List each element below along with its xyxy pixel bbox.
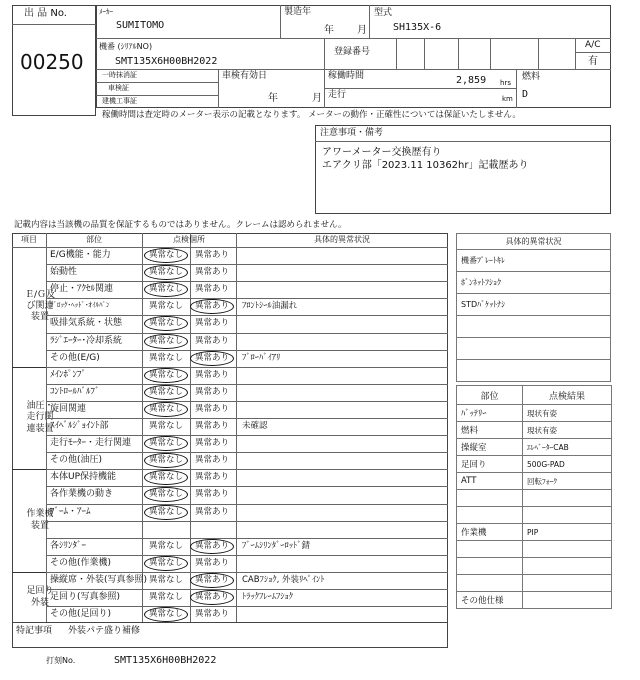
- results-part: 足回り: [457, 456, 523, 473]
- status-ng: 異常あり: [195, 318, 230, 329]
- results-part: [457, 507, 523, 524]
- status-ng: 異常あり: [195, 301, 230, 312]
- year-unit: 年: [324, 25, 334, 36]
- results-result: [523, 558, 612, 575]
- model-label: 型式: [374, 8, 393, 18]
- status-ng: 異常あり: [195, 267, 230, 278]
- row-part: ﾒｲﾝﾎﾟﾝﾌﾟ: [50, 369, 87, 380]
- status-ok: 異常なし: [149, 455, 184, 466]
- group-label: 油圧・走行関連装置: [26, 401, 54, 434]
- group-label: 足回り外装: [26, 586, 54, 608]
- right-detail-item: [457, 316, 611, 338]
- row-part: 走行ﾓｰﾀｰ・走行関連: [50, 438, 132, 449]
- status-ng: 異常あり: [195, 557, 230, 568]
- travel-unit: km: [502, 95, 513, 103]
- special-notes-label: 特記事項: [16, 626, 53, 636]
- results-part: [457, 575, 523, 592]
- row-detail: ﾌﾛﾝﾄｼｰﾙ油漏れ: [242, 301, 298, 312]
- inspection-date-label: 車検有効日: [222, 71, 268, 81]
- status-ok: 異常なし: [149, 284, 184, 295]
- row-part: ﾌﾞｰﾑ・ｱｰﾑ: [50, 506, 91, 517]
- stamp-value: SMT135X6H00BH2022: [114, 655, 217, 666]
- row-part: ｺﾝﾄﾛｰﾙﾊﾞﾙﾌﾞ: [50, 386, 100, 397]
- selected-ok-circle: [144, 265, 188, 280]
- row-detail: ﾄﾗｯｸﾌﾚｰﾑﾌｼｮｸ: [242, 592, 294, 602]
- status-ok: 異常なし: [149, 267, 184, 278]
- lot-number-value: 00250: [20, 50, 84, 74]
- right-detail-item: STDﾊﾞｹｯﾄﾅｼ: [457, 294, 611, 316]
- status-ok: 異常なし: [149, 472, 184, 483]
- results-result: PIP: [523, 524, 612, 541]
- status-ng: 異常あり: [195, 540, 230, 551]
- stamp-label: 打刻No.: [46, 656, 76, 665]
- results-part: ﾊﾞｯﾃﾘｰ: [457, 405, 523, 422]
- status-ng: 異常あり: [195, 284, 230, 295]
- row-part: 吸排気系統・状態: [50, 318, 123, 329]
- status-ok: 異常なし: [149, 250, 184, 260]
- maker-label: ﾒｰｶｰ: [99, 8, 113, 16]
- row-part: 各ｼﾘﾝﾀﾞｰ: [50, 540, 87, 551]
- status-ng: 異常あり: [195, 592, 230, 602]
- car-certificate-label: 車検証: [108, 84, 129, 92]
- selected-ok-circle: [144, 556, 188, 571]
- status-ok: 異常なし: [149, 352, 184, 363]
- results-result: 回転ﾌｫｰｸ: [523, 473, 612, 490]
- status-ok: 異常なし: [149, 403, 184, 414]
- group-label: 作業機装置: [26, 509, 54, 531]
- selected-ok-circle: [144, 368, 188, 383]
- row-part: その他(足回り): [50, 609, 112, 620]
- results-result: [523, 575, 612, 592]
- results-result: [523, 541, 612, 558]
- status-ng: 異常あり: [195, 352, 230, 363]
- status-ok: 異常なし: [149, 301, 184, 312]
- row-detail: CABﾌｼｮｸ, 外装ﾘﾍﾟｲﾝﾄ: [242, 574, 325, 585]
- selected-ng-circle: [190, 539, 234, 554]
- maker-value: SUMITOMO: [116, 20, 165, 31]
- status-ng: 異常あり: [195, 489, 230, 500]
- status-ok: 異常なし: [149, 438, 184, 449]
- status-ng: 異常あり: [195, 421, 230, 431]
- right-detail-item: 機番ﾌﾟﾚｰﾄｷﾚ: [457, 250, 611, 272]
- results-part-header: 部位: [457, 386, 523, 405]
- right-detail-item: [457, 338, 611, 360]
- notes-line-1: アワーメーター交換歴有り: [322, 147, 442, 158]
- right-results-table: [456, 385, 612, 609]
- row-part: 足回り(写真参照): [50, 592, 121, 602]
- inspection-month-unit: 月: [312, 93, 322, 104]
- status-ok: 異常なし: [149, 574, 184, 585]
- notes-label: 注意事項・備考: [320, 128, 384, 138]
- status-ng: 異常あり: [195, 403, 230, 414]
- row-part: 操縦席・外装(写真参照): [50, 574, 148, 585]
- selected-ok-circle: [144, 248, 188, 263]
- selected-ng-circle: [190, 351, 234, 366]
- row-part: 本体UP保持機能: [50, 472, 117, 483]
- status-ng: 異常あり: [195, 472, 230, 483]
- group-label: Ｅ/Ｇ及び関連装置: [24, 289, 56, 323]
- status-ok: 異常なし: [149, 489, 184, 500]
- status-ok: 異常なし: [149, 609, 184, 620]
- row-part: その他(作業機): [50, 557, 112, 568]
- status-ok: 異常なし: [149, 506, 184, 517]
- row-detail: 未確認: [242, 421, 268, 431]
- row-part: ﾗｼﾞｴｰﾀｰ･冷却系統: [50, 335, 123, 346]
- ac-value: 有: [588, 56, 598, 67]
- status-ok: 異常なし: [149, 335, 184, 346]
- status-ng: 異常あり: [195, 506, 230, 517]
- table-header-detail: 具体的異常状況: [314, 235, 370, 244]
- status-ok: 異常なし: [149, 318, 184, 329]
- status-ok: 異常なし: [149, 592, 184, 602]
- results-result: 現状有姿: [523, 422, 612, 439]
- row-part: ﾌﾞﾛｯｸ･ﾍｯﾄﾞ･ｵｲﾙﾊﾟﾝ: [50, 301, 110, 310]
- results-result: ｴﾚﾍﾞｰﾀｰCAB: [523, 439, 612, 456]
- right-detail-item: ﾎﾞﾝﾈｯﾄﾌｼｮｸ: [457, 272, 611, 294]
- row-part: その他(E/G): [50, 352, 100, 363]
- selected-ok-circle: [144, 385, 188, 400]
- selected-ok-circle: [144, 505, 188, 520]
- row-part: その他(油圧): [50, 455, 103, 466]
- selected-ng-circle: [190, 590, 234, 605]
- row-part: 旋回関連: [50, 403, 87, 414]
- results-part: [457, 558, 523, 575]
- inspection-year-unit: 年: [268, 93, 278, 104]
- results-result-header: 点検結果: [523, 386, 612, 405]
- ac-label: A/C: [585, 40, 601, 50]
- serial-value: SMT135X6H00BH2022: [115, 56, 218, 67]
- table-header-check: 点検個所: [173, 235, 205, 244]
- selected-ok-circle: [144, 334, 188, 349]
- status-ok: 異常なし: [149, 386, 184, 397]
- year-label: 製造年: [284, 7, 312, 17]
- temp-registration-label: 一時抹消証: [102, 71, 137, 79]
- status-ok: 異常なし: [149, 557, 184, 568]
- results-result: 現状有姿: [523, 405, 612, 422]
- hours-label: 稼働時間: [328, 71, 365, 81]
- status-ng: 異常あり: [195, 369, 230, 380]
- results-result: [523, 592, 612, 609]
- status-ng: 異常あり: [195, 438, 230, 449]
- row-part: 始動性: [50, 267, 78, 278]
- results-result: 500G-PAD: [523, 456, 612, 473]
- results-part: ATT: [457, 473, 523, 490]
- row-detail: ﾌﾞｰﾑｼﾘﾝﾀﾞｰﾛｯﾄﾞ錆: [242, 540, 311, 551]
- hours-disclaimer: 稼働時間は査定時のメーター表示の記載となります。 メーターの動作・正確性については保証いたしません。: [102, 110, 521, 120]
- quality-disclaimer: 記載内容は当該機の品質を保証するものではありません。クレームは認められません。: [14, 220, 347, 230]
- status-ok: 異常なし: [149, 540, 184, 551]
- status-ok: 異常なし: [149, 369, 184, 380]
- status-ng: 異常あり: [195, 386, 230, 397]
- selected-ok-circle: [144, 607, 188, 622]
- registration-label: 登録番号: [334, 47, 371, 57]
- selected-ok-circle: [144, 436, 188, 451]
- notes-line-2: エアクリ部「2023.11 10362hr」記載歴あり: [322, 160, 529, 171]
- results-part: 操縦室: [457, 439, 523, 456]
- results-part: 燃料: [457, 422, 523, 439]
- right-detail-header: 具体的異常状況: [457, 234, 611, 250]
- special-notes-value: 外装パテ盛り補修: [68, 626, 141, 636]
- right-detail-table: [456, 233, 611, 382]
- status-ng: 異常あり: [195, 574, 230, 585]
- table-header-part: 部位: [86, 235, 102, 244]
- travel-label: 走行: [328, 90, 347, 100]
- hours-value: 2,859: [456, 75, 487, 86]
- right-detail-item: [457, 360, 611, 382]
- results-part: 作業機: [457, 524, 523, 541]
- hours-unit: hrs: [500, 79, 511, 87]
- results-part: [457, 490, 523, 507]
- row-part: 各作業機の動き: [50, 489, 114, 500]
- month-unit: 月: [357, 25, 367, 36]
- results-result: [523, 507, 612, 524]
- fuel-label: 燃料: [522, 72, 541, 82]
- selected-ng-circle: [190, 573, 234, 588]
- serial-label: 機番 (ｼﾘｱﾙNO): [99, 42, 153, 51]
- status-ng: 異常あり: [195, 609, 230, 620]
- status-ng: 異常あり: [195, 455, 230, 466]
- fuel-value: D: [522, 89, 529, 100]
- table-header-item: 項目: [21, 235, 37, 244]
- results-part: [457, 541, 523, 558]
- status-ng: 異常あり: [195, 250, 230, 260]
- status-ng: 異常あり: [195, 335, 230, 346]
- row-detail: ﾌﾞﾛｰﾊﾞｲｱﾘ: [242, 352, 281, 363]
- lot-number-label: 出 品 No.: [24, 8, 67, 19]
- status-ok: 異常なし: [149, 421, 184, 431]
- row-part: ｽｲﾍﾞﾙｼﾞｮｲﾝﾄ部: [50, 421, 109, 431]
- machine-certificate-label: 建機工事証: [102, 97, 137, 105]
- results-part: その他仕様: [457, 592, 523, 609]
- results-result: [523, 490, 612, 507]
- selected-ok-circle: [144, 402, 188, 417]
- model-value: SH135X-6: [393, 22, 442, 33]
- row-part: 停止・ｱｸｾﾙ関連: [50, 284, 114, 295]
- row-part: E/G機能・能力: [50, 250, 111, 260]
